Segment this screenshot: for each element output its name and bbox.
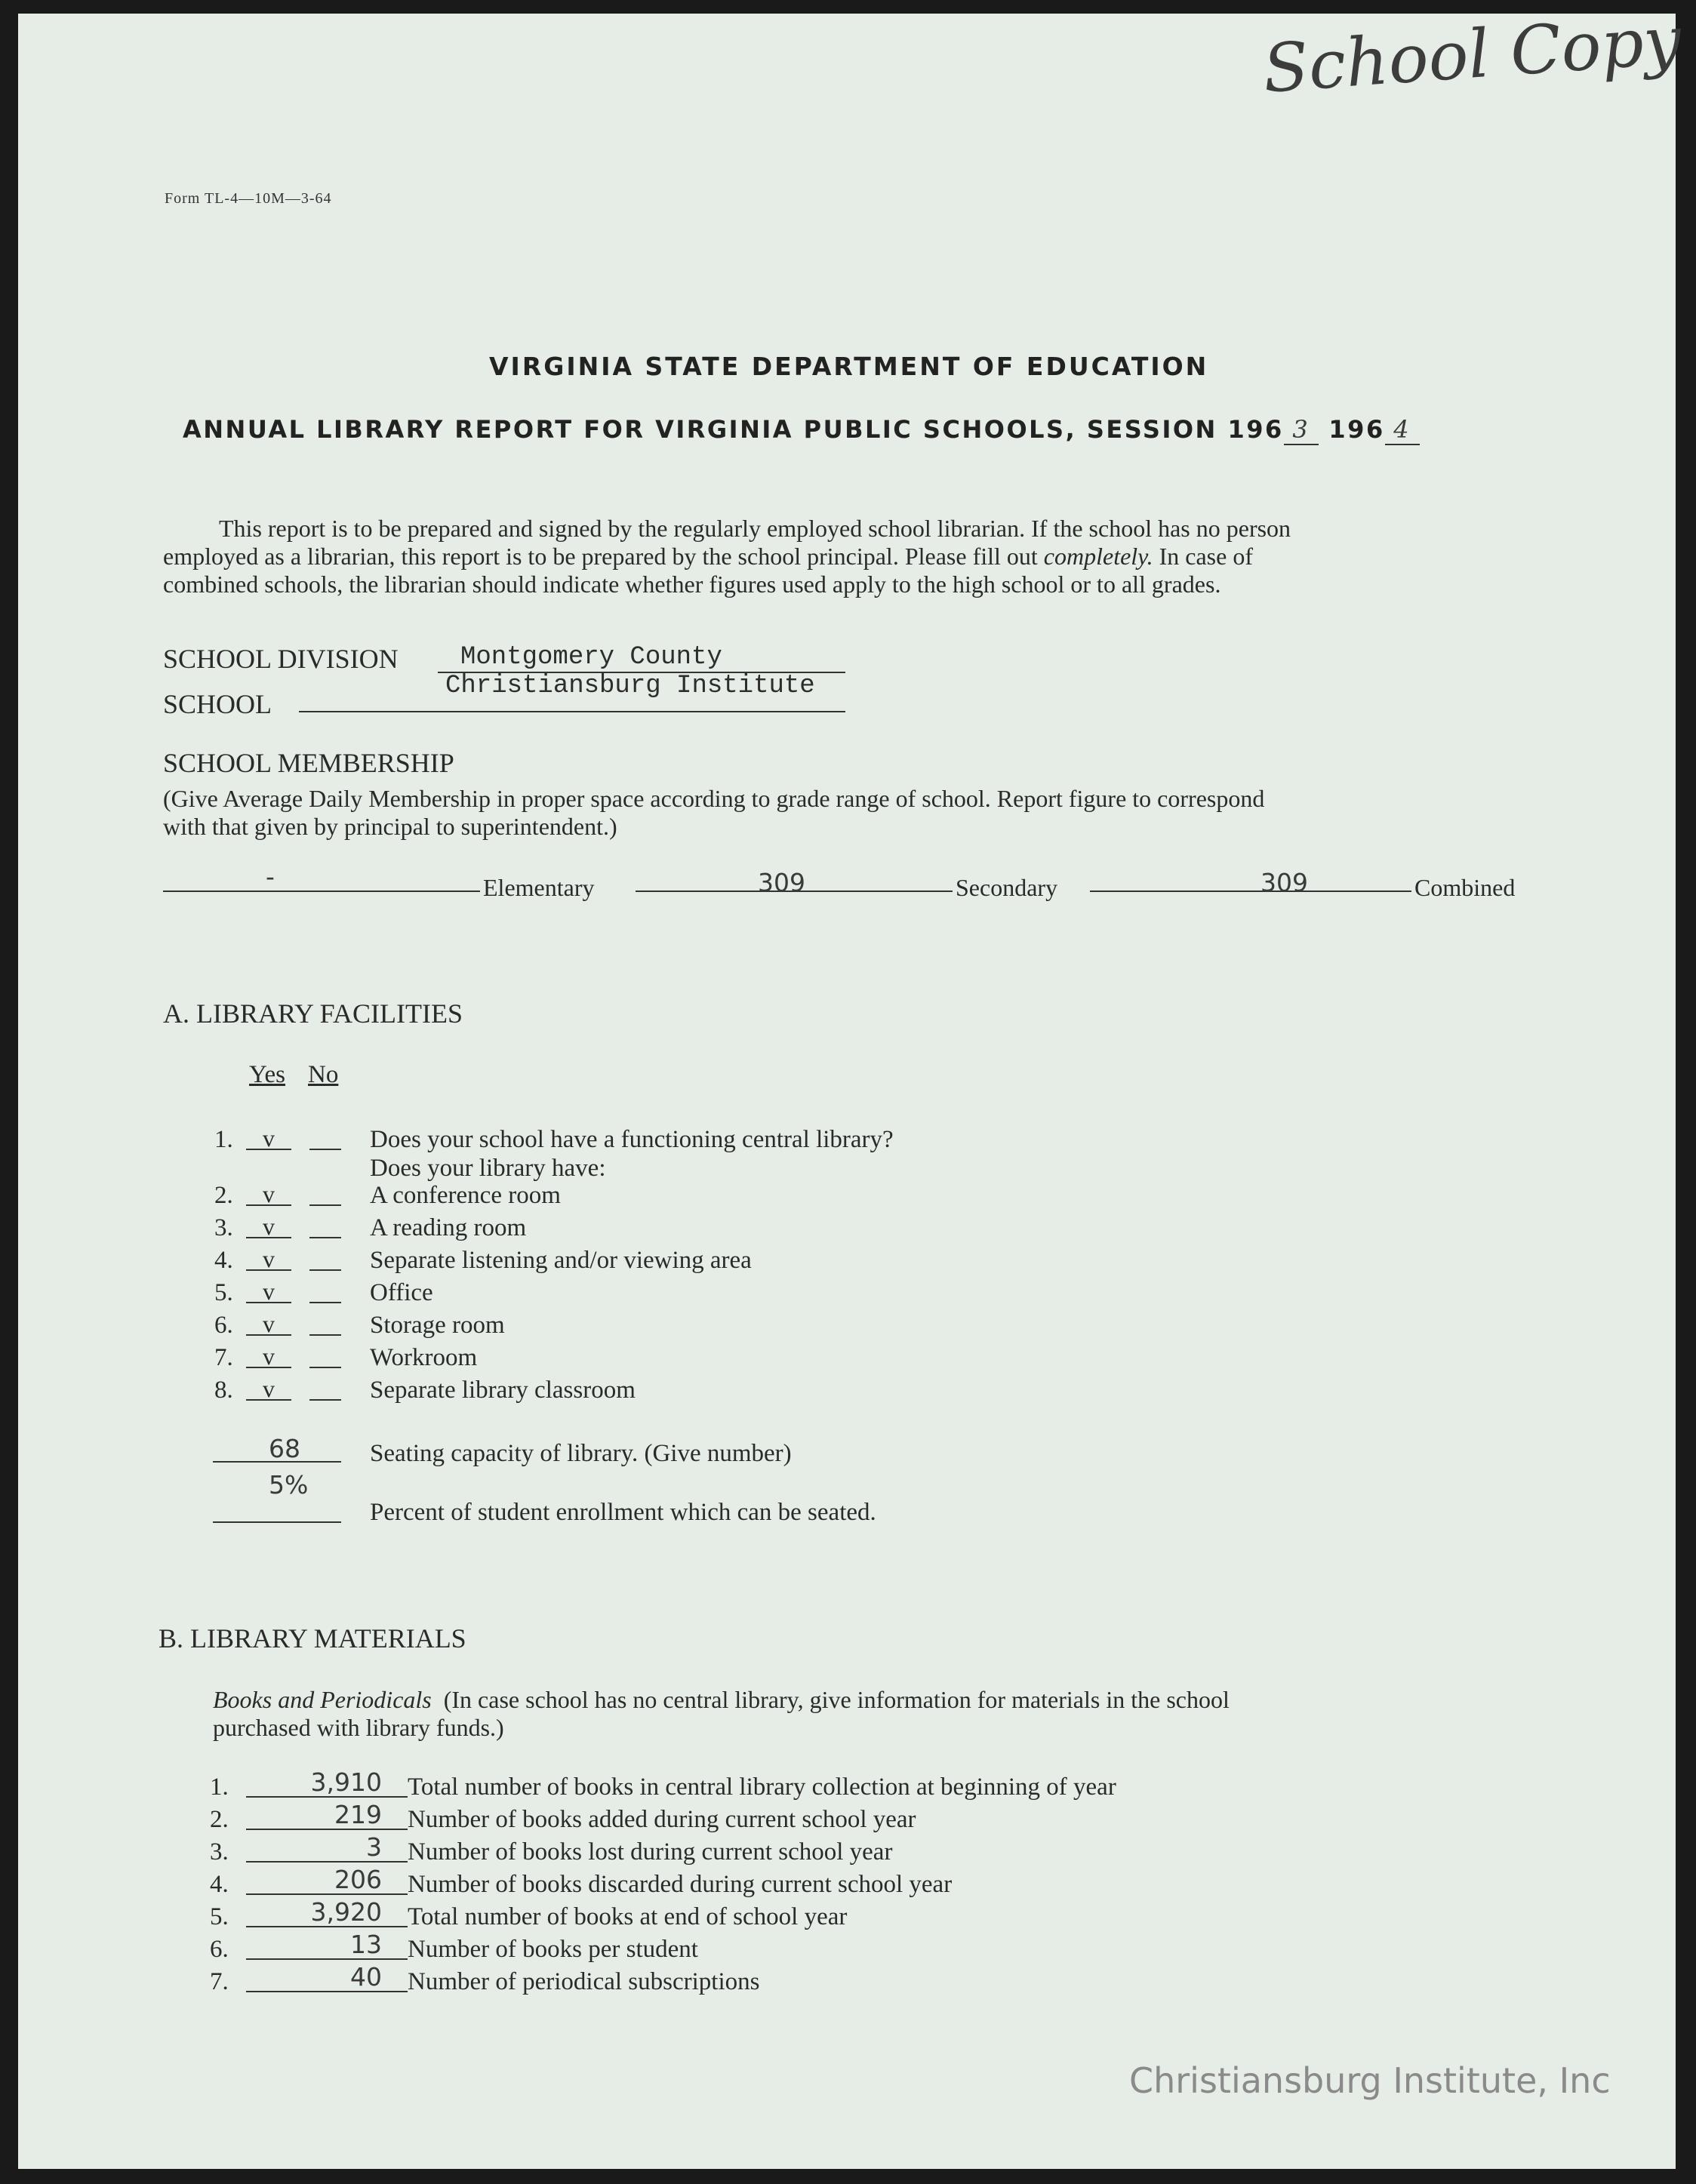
watermark: Christiansburg Institute, Inc bbox=[1129, 2060, 1611, 2101]
facility-yes-check-1[interactable]: v bbox=[263, 1124, 275, 1152]
combined-label: Combined bbox=[1414, 874, 1516, 901]
facility-text-8: Separate library classroom bbox=[370, 1377, 636, 1404]
page-title: VIRGINIA STATE DEPARTMENT OF EDUCATION bbox=[489, 352, 1209, 381]
handwritten-school-copy-note: School Copy bbox=[1260, 1, 1684, 108]
section-b-heading: B. LIBRARY MATERIALS bbox=[159, 1623, 466, 1653]
facility-num-2: 2. bbox=[214, 1182, 233, 1209]
materials-value-5[interactable]: 3,920 bbox=[310, 1897, 382, 1927]
no-column-header: No bbox=[308, 1061, 339, 1088]
materials-text-5: Total number of books at end of school year bbox=[408, 1903, 848, 1930]
facility-yes-check-4[interactable]: v bbox=[263, 1245, 275, 1272]
facility-num-1: 1. bbox=[214, 1126, 233, 1153]
facility-yes-check-2[interactable]: v bbox=[263, 1180, 275, 1207]
materials-num-1: 1. bbox=[210, 1773, 229, 1801]
facility-subheading: Does your library have: bbox=[370, 1155, 606, 1182]
materials-value-1[interactable]: 3,910 bbox=[310, 1767, 382, 1797]
facility-yes-check-6[interactable]: v bbox=[263, 1310, 275, 1337]
section-b-note-line-1: Books and Periodicals (In case school has no central library, give information for materials in the school bbox=[213, 1686, 1230, 1713]
section-b-note-line-2: purchased with library funds.) bbox=[213, 1714, 504, 1741]
materials-num-5: 5. bbox=[210, 1903, 229, 1930]
materials-num-4: 4. bbox=[210, 1871, 229, 1898]
facility-yes-check-3[interactable]: v bbox=[263, 1213, 275, 1240]
facility-text-3: A reading room bbox=[370, 1214, 527, 1241]
yes-column-header: Yes bbox=[249, 1061, 286, 1088]
facility-text-6: Storage room bbox=[370, 1312, 505, 1339]
materials-text-7: Number of periodical subscriptions bbox=[408, 1968, 760, 1995]
membership-note-line-1: (Give Average Daily Membership in proper space according to grade range of school. Report figure to correspond bbox=[163, 785, 1265, 812]
materials-text-6: Number of books per student bbox=[408, 1936, 698, 1963]
elementary-label: Elementary bbox=[483, 874, 595, 901]
school-label: SCHOOL bbox=[163, 689, 272, 719]
materials-num-3: 3. bbox=[210, 1838, 229, 1866]
facility-text-1: Does your school have a functioning central library? bbox=[370, 1126, 894, 1153]
combined-value[interactable]: 309 bbox=[1260, 868, 1308, 897]
materials-value-7[interactable]: 40 bbox=[350, 1962, 382, 1992]
elementary-value[interactable]: - bbox=[266, 862, 275, 891]
seating-capacity-label: Seating capacity of library. (Give number) bbox=[370, 1440, 792, 1467]
materials-value-2[interactable]: 219 bbox=[334, 1800, 382, 1829]
session-year-1: 196 3 bbox=[1227, 415, 1318, 444]
materials-value-6[interactable]: 13 bbox=[350, 1930, 382, 1959]
instructions-line-2: employed as a librarian, this report is to be prepared by the school principal. Please fill out completely. In case of bbox=[163, 543, 1253, 570]
facility-num-4: 4. bbox=[214, 1247, 233, 1274]
facility-num-7: 7. bbox=[214, 1344, 233, 1371]
materials-num-6: 6. bbox=[210, 1936, 229, 1963]
subtitle-text: ANNUAL LIBRARY REPORT FOR VIRGINIA PUBLIC SCHOOLS, SESSION bbox=[183, 415, 1217, 444]
facility-num-5: 5. bbox=[214, 1279, 233, 1306]
materials-value-4[interactable]: 206 bbox=[334, 1865, 382, 1894]
facility-text-7: Workroom bbox=[370, 1344, 478, 1371]
facility-yes-check-7[interactable]: v bbox=[263, 1343, 275, 1370]
secondary-value[interactable]: 309 bbox=[758, 868, 805, 897]
instructions-line-1: This report is to be prepared and signed by the regularly employed school librarian. If the school has no person bbox=[219, 515, 1291, 542]
percent-seated-value[interactable]: 5% bbox=[269, 1470, 309, 1500]
facility-text-5: Office bbox=[370, 1279, 433, 1306]
facility-text-2: A conference room bbox=[370, 1182, 561, 1209]
facility-num-6: 6. bbox=[214, 1312, 233, 1339]
materials-text-4: Number of books discarded during current school year bbox=[408, 1871, 953, 1898]
facility-num-8: 8. bbox=[214, 1377, 233, 1404]
materials-value-3[interactable]: 3 bbox=[366, 1832, 382, 1862]
section-a-heading: A. LIBRARY FACILITIES bbox=[163, 998, 463, 1029]
school-division-value[interactable]: Montgomery County bbox=[460, 643, 722, 672]
materials-num-7: 7. bbox=[210, 1968, 229, 1995]
facility-yes-check-5[interactable]: v bbox=[263, 1278, 275, 1305]
materials-num-2: 2. bbox=[210, 1806, 229, 1833]
materials-text-3: Number of books lost during current school year bbox=[408, 1838, 893, 1866]
session-year-2: 196 4 bbox=[1328, 415, 1419, 444]
facility-text-4: Separate listening and/or viewing area bbox=[370, 1247, 752, 1274]
secondary-label: Secondary bbox=[956, 874, 1058, 901]
membership-note-line-2: with that given by principal to superintendent.) bbox=[163, 813, 617, 840]
school-value[interactable]: Christiansburg Institute bbox=[445, 672, 815, 700]
facility-yes-check-8[interactable]: v bbox=[263, 1375, 275, 1402]
facility-num-3: 3. bbox=[214, 1214, 233, 1241]
report-subtitle bbox=[183, 415, 1420, 445]
instructions-line-3: combined schools, the librarian should indicate whether figures used apply to the high school or to all grades. bbox=[163, 571, 1221, 598]
seating-capacity-value[interactable]: 68 bbox=[269, 1434, 300, 1463]
form-code: Form TL-4—10M—3-64 bbox=[165, 190, 332, 207]
materials-text-2: Number of books added during current school year bbox=[408, 1806, 916, 1833]
materials-text-1: Total number of books in central library collection at beginning of year bbox=[408, 1773, 1116, 1801]
percent-seated-label: Percent of student enrollment which can be seated. bbox=[370, 1499, 876, 1526]
school-division-label: SCHOOL DIVISION bbox=[163, 644, 399, 674]
membership-heading: SCHOOL MEMBERSHIP bbox=[163, 748, 454, 778]
